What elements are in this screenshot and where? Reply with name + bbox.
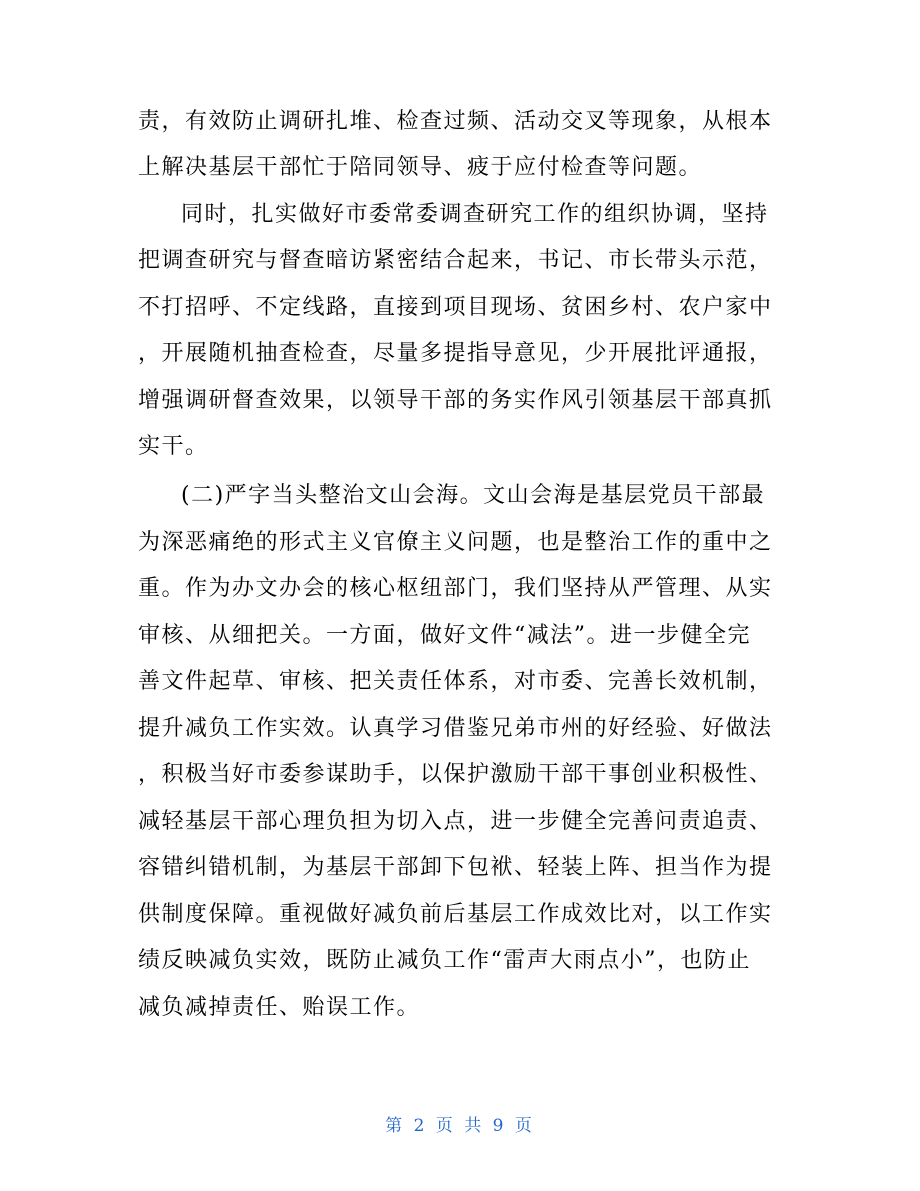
text-line: 减轻基层干部心理负担为切入点，进一步健全完善问责追责、 — [138, 809, 773, 834]
text-line: 审核、从细把关。一方面，做好文件“减法”。进一步健全完 — [138, 623, 751, 648]
text-line: 为深恶痛绝的形式主义官僚主义问题，也是整治工作的重中之 — [138, 530, 773, 555]
text-line: 责，有效防止调研扎堆、检查过频、活动交叉等现象，从根本 — [138, 109, 773, 134]
text-line: 减负减掉责任、贻误工作。 — [138, 995, 421, 1020]
text-line: 绩反映减负实效，既防止减负工作“雷声大雨点小”，也防止 — [138, 948, 751, 973]
text-line: 同时，扎实做好市委常委调查研究工作的组织协调，坚持 — [181, 202, 769, 227]
text-line: 把调查研究与督查暗访紧密结合起来，书记、市长带头示范， — [138, 248, 773, 273]
text-line: (二)严字当头整治文山会海。文山会海是基层党员干部最 — [181, 483, 766, 508]
text-line: 提升减负工作实效。认真学习借鉴兄弟市州的好经验、好做法 — [138, 716, 773, 741]
text-line: 不打招呼、不定线路，直接到项目现场、贫困乡村、农户家中 — [138, 295, 773, 320]
text-line: ，开展随机抽查检查，尽量多提指导意见，少开展批评通报， — [138, 341, 773, 366]
text-line: 重。作为办文办会的核心枢纽部门，我们坚持从严管理、从实 — [138, 576, 773, 601]
text-line: ，积极当好市委参谋助手，以保护激励干部干事创业积极性、 — [138, 762, 773, 787]
text-line: 上解决基层干部忙于陪同领导、疲于应付检查等问题。 — [138, 155, 703, 180]
text-line: 供制度保障。重视做好减负前后基层工作成效比对，以工作实 — [138, 902, 773, 927]
text-line: 容错纠错机制，为基层干部卸下包袱、轻装上阵、担当作为提 — [138, 855, 773, 880]
text-line: 实干。 — [138, 434, 209, 459]
page-number-footer: 第 2 页 共 9 页 — [385, 1116, 535, 1136]
text-line: 增强调研督查效果，以领导干部的务实作风引领基层干部真抓 — [138, 388, 773, 413]
text-line: 善文件起草、审核、把关责任体系，对市委、完善长效机制， — [138, 669, 773, 694]
